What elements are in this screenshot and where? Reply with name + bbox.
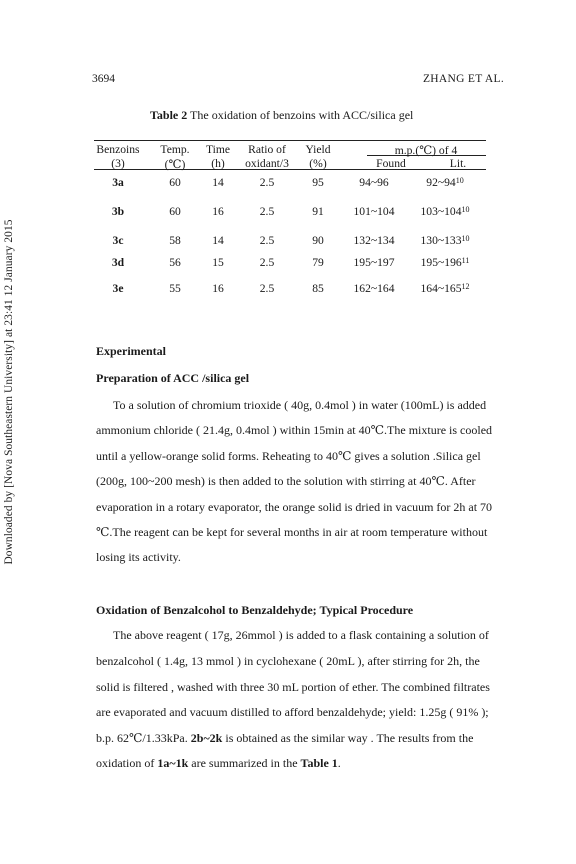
page-number: 3694: [92, 73, 115, 85]
experimental-line-7: losing its activity.: [96, 550, 181, 564]
table-cell-yield: 79: [312, 256, 324, 269]
running-head: ZHANG ET AL.: [422, 73, 504, 85]
reference-superscript: 11: [461, 256, 470, 265]
oxidation-line-4: are evaporated and vacuum distilled to afford benzaldehyde; yield: 1.25g ( 91% );: [96, 705, 489, 719]
table-cell-ratio: 2.5: [259, 256, 275, 269]
table-top-rule: [94, 140, 486, 141]
table-cell-lit: [426, 176, 463, 189]
table-cell-lit-value: 92~94: [426, 176, 456, 189]
table-header-temp: Temp.: [160, 143, 190, 156]
table-reference: Table 1: [300, 756, 338, 770]
oxidation-line-6-middle: are summarized in the: [188, 756, 301, 770]
compound-range-2b-2k: 2b~2k: [190, 731, 223, 745]
oxidation-line-5-end: is obtained as the similar way . The results from the: [222, 731, 474, 745]
table-cell-found: 94~96: [359, 176, 389, 189]
experimental-line-3: until a yellow-orange solid forms. Reheating to 40℃ gives a solution .Silica gel: [96, 449, 481, 463]
table-cell-compound: 3b: [111, 205, 125, 218]
table-cell-time: 16: [212, 282, 224, 295]
table-header-rule: [94, 169, 486, 170]
table-cell-found: 162~164: [353, 282, 395, 295]
table-cell-compound: 3d: [111, 256, 125, 269]
table-subheader-ratio-unit: oxidant/3: [245, 157, 289, 170]
oxidation-line-2: benzalcohol ( 1.4g, 13 mmol ) in cyclohexane ( 20mL ), after stirring for 2h, the: [96, 654, 480, 668]
table-header-time: Time: [205, 143, 231, 156]
table-cell-temp: 60: [169, 205, 181, 218]
table-cell-ratio: 2.5: [259, 205, 275, 218]
experimental-line-2: ammonium chloride ( 21.4g, 0.4mol ) within 15min at 40℃.The mixture is cooled: [96, 423, 493, 437]
oxidation-line-3: solid is filtered , washed with three 30 mL portion of ether. The combined filtrates: [96, 680, 490, 694]
table-subheader-compound: (3): [111, 157, 125, 170]
table-cell-lit-value: 195~196: [420, 256, 462, 269]
table-cell-found: 132~134: [353, 234, 395, 247]
table-cell-ratio: 2.5: [259, 282, 275, 295]
table-cell-yield: 91: [312, 205, 324, 218]
oxidation-line-5-start: b.p. 62℃/1.33kPa.: [96, 731, 191, 745]
experimental-line-4: (200g, 100~200 mesh) is then added to the solution with stirring at 40℃. After: [96, 474, 476, 488]
table-subheader-lit: Lit.: [449, 157, 467, 170]
table-subheader-time-unit: (h): [211, 157, 225, 170]
table-header-mp: m.p.(℃) of 4: [394, 144, 458, 157]
table-cell-lit-value: 164~165: [420, 282, 462, 295]
table-cell-compound: 3e: [112, 282, 124, 295]
oxidation-line-5: [96, 731, 488, 746]
table-cell-time: 14: [212, 176, 224, 189]
oxidation-line-6: [96, 756, 488, 771]
table-cell-yield: 90: [312, 234, 324, 247]
table-cell-temp: 60: [169, 176, 181, 189]
table-subheader-yield-unit: (%): [309, 157, 327, 170]
reference-superscript: 10: [455, 176, 464, 185]
table-cell-lit: [420, 205, 469, 218]
experimental-heading: Experimental: [96, 344, 166, 358]
table-cell-ratio: 2.5: [259, 234, 275, 247]
table-cell-time: 14: [212, 234, 224, 247]
table-caption: [150, 108, 413, 123]
table-cell-yield: 95: [312, 176, 324, 189]
table-subheader-temp-unit: (℃): [164, 158, 186, 171]
table-header-benzoins: Benzoins: [96, 143, 140, 156]
table-cell-temp: 55: [169, 282, 181, 295]
table-cell-lit-value: 103~104: [420, 205, 462, 218]
experimental-line-1: To a solution of chromium trioxide ( 40g, 0.4mol ) in water (100mL) is added: [113, 398, 487, 412]
reference-superscript: 10: [461, 205, 470, 214]
download-watermark: [2, 142, 16, 642]
experimental-line-6: ℃.The reagent can be kept for several months in air at room temperature without: [96, 525, 488, 539]
table-cell-compound: 3c: [112, 234, 124, 247]
preparation-subheading: Preparation of ACC /silica gel: [96, 371, 250, 385]
table-subheader-found: Found: [376, 157, 406, 170]
table-cell-found: 195~197: [353, 256, 395, 269]
table-cell-found: 101~104: [353, 205, 395, 218]
table-cell-temp: 56: [169, 256, 181, 269]
table-cell-compound: 3a: [112, 176, 124, 189]
reference-superscript: 10: [461, 234, 470, 243]
table-cell-lit-value: 130~133: [420, 234, 462, 247]
oxidation-heading: Oxidation of Benzalcohol to Benzaldehyde; Typical Procedure: [96, 603, 414, 617]
table-header-yield: Yield: [305, 143, 331, 156]
table-header-ratio: Ratio of: [248, 143, 286, 156]
table-cell-time: 16: [212, 205, 224, 218]
table-cell-ratio: 2.5: [259, 176, 275, 189]
table-cell-lit: [420, 234, 469, 247]
table-cell-time: 15: [212, 256, 224, 269]
table-cell-lit: [421, 256, 470, 269]
experimental-line-5: evaporation in a rotary evaporator, the orange solid is dried in vacuum for 2h at 70: [96, 500, 493, 514]
table-cell-yield: 85: [312, 282, 324, 295]
table-cell-temp: 58: [169, 234, 181, 247]
oxidation-line-6-start: oxidation of: [96, 756, 158, 770]
table-caption-label: Table 2: [150, 108, 188, 122]
table-cell-lit: [420, 282, 469, 295]
oxidation-line-6-end: .: [337, 756, 341, 770]
table-caption-text: The oxidation of benzoins with ACC/silica gel: [190, 108, 414, 122]
compound-range-1a-1k: 1a~1k: [157, 756, 189, 770]
download-watermark-text: Downloaded by [Nova Southeastern University] at 23:41 12 January 2015: [3, 219, 15, 565]
reference-superscript: 12: [461, 282, 470, 291]
oxidation-line-1: The above reagent ( 17g, 26mmol ) is added to a flask containing a solution of: [113, 628, 489, 642]
